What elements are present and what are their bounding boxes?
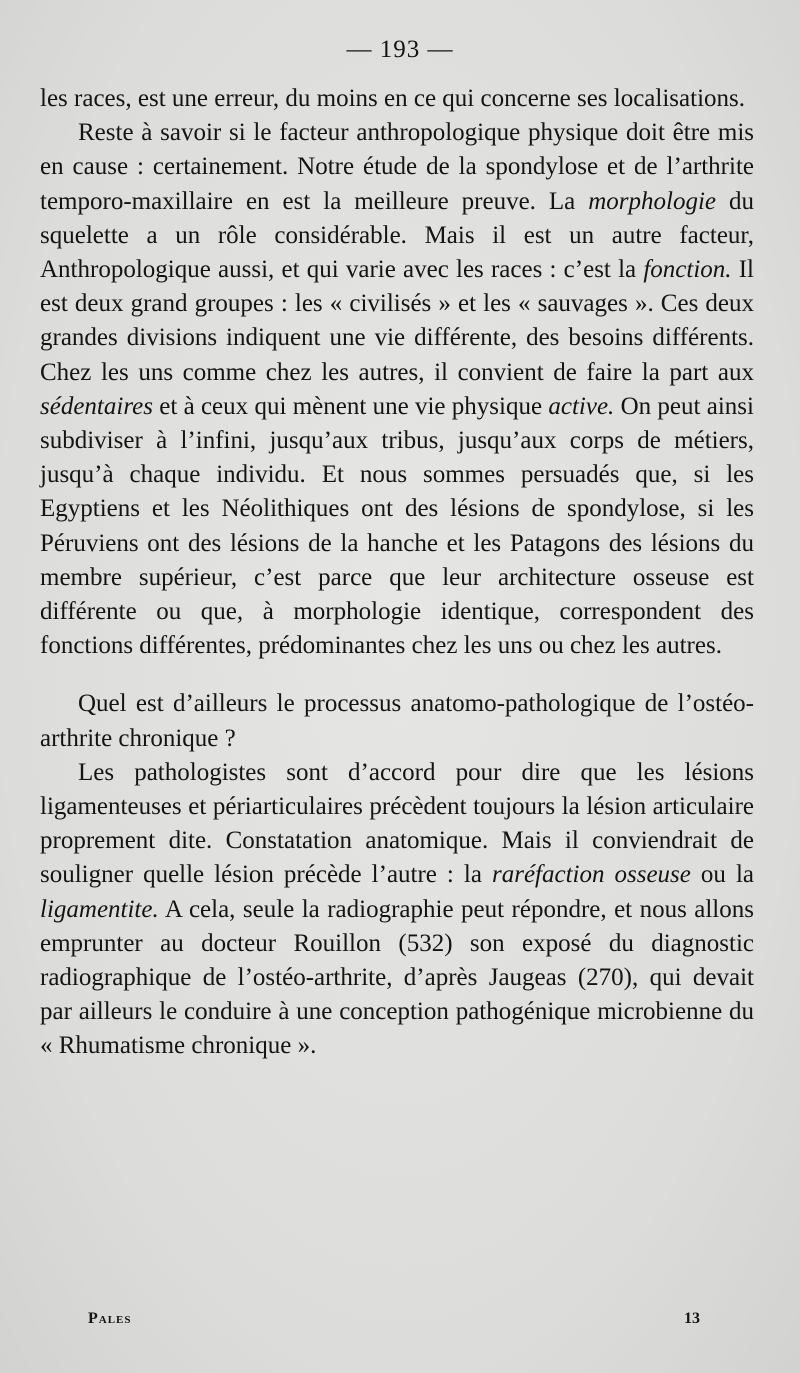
italic-run: raréfaction osseuse xyxy=(491,861,691,889)
italic-run: fonction. xyxy=(643,256,732,284)
text-run: et à ceux qui mènent une vie physique xyxy=(152,392,549,420)
page-number-header: — 193 — xyxy=(346,36,454,63)
text-run: Il est deux grand groupes : les « civilisés » et les « sauvages ». Ces deux grandes divisions indiquent une vie différente, des besoins différents. Chez les uns comme chez les autres, il convient de faire la part aux xyxy=(40,256,754,386)
paragraph xyxy=(40,756,754,1064)
signature-mark: Pales xyxy=(88,1310,132,1327)
text-run: On peut ainsi subdiviser à l’infini, jusqu’aux tribus, jusqu’aux corps de métiers, jusqu’à chaque individu. Et nous sommes persuadés que, si les Egyptiens et les Néolithiques ont des lésions de spondylose, si les Péruviens ont des lésions de la hanche et les Patagons des lésions du membre supérieur, c’est parce que leur architecture osseuse est différente ou que, à morphologie identique, correspondent des fonctions différentes, prédominantes chez les uns ou chez les autres. xyxy=(40,392,754,660)
body-text xyxy=(40,82,754,1064)
paragraph xyxy=(40,687,754,755)
italic-run: sédentaires xyxy=(40,392,153,420)
text-run: Quel est d’ailleurs le processus anatomo-pathologique de l’ostéo-arthrite chronique ? xyxy=(40,690,754,752)
text-run: A cela, seule la radiographie peut répondre, et nous allons emprunter au docteur Rouillon (532) son exposé du diagnostic radiographique de l’ostéo-arthrite, d’après Jaugeas (270), qui devait par ailleurs le conduire à une conception pathogénique microbienne du « Rhumatisme chronique ». xyxy=(40,895,754,1060)
italic-run: active. xyxy=(548,392,615,420)
paragraph xyxy=(40,82,754,116)
sheet-number: 13 xyxy=(684,1310,700,1327)
italic-run: morphologie xyxy=(588,187,717,215)
text-run: du squelette a un rôle considérable. Mais il est un autre facteur, Anthropologique aussi, et qui varie avec les races : c’est la xyxy=(40,187,755,284)
text-run: Reste à savoir si le facteur anthropologique physique doit être mis en cause : certainement. Notre étude de la spondylose et de l’arthrite temporo-maxillaire en est la meilleure preuve. La xyxy=(40,119,754,215)
text-run: Les pathologistes sont d’accord pour dire que les lésions ligamenteuses et périarticulaires précèdent toujours la lésion articulaire proprement dite. Constatation anatomique. Mais il conviendrait de souligner quelle lésion précède l’autre : la xyxy=(40,758,754,889)
text-run: ou la xyxy=(690,861,754,889)
text-run: les races, est une erreur, du moins en ce qui concerne ses localisations. xyxy=(40,85,745,112)
italic-run: ligamentite. xyxy=(40,895,159,923)
paragraph xyxy=(40,116,754,663)
